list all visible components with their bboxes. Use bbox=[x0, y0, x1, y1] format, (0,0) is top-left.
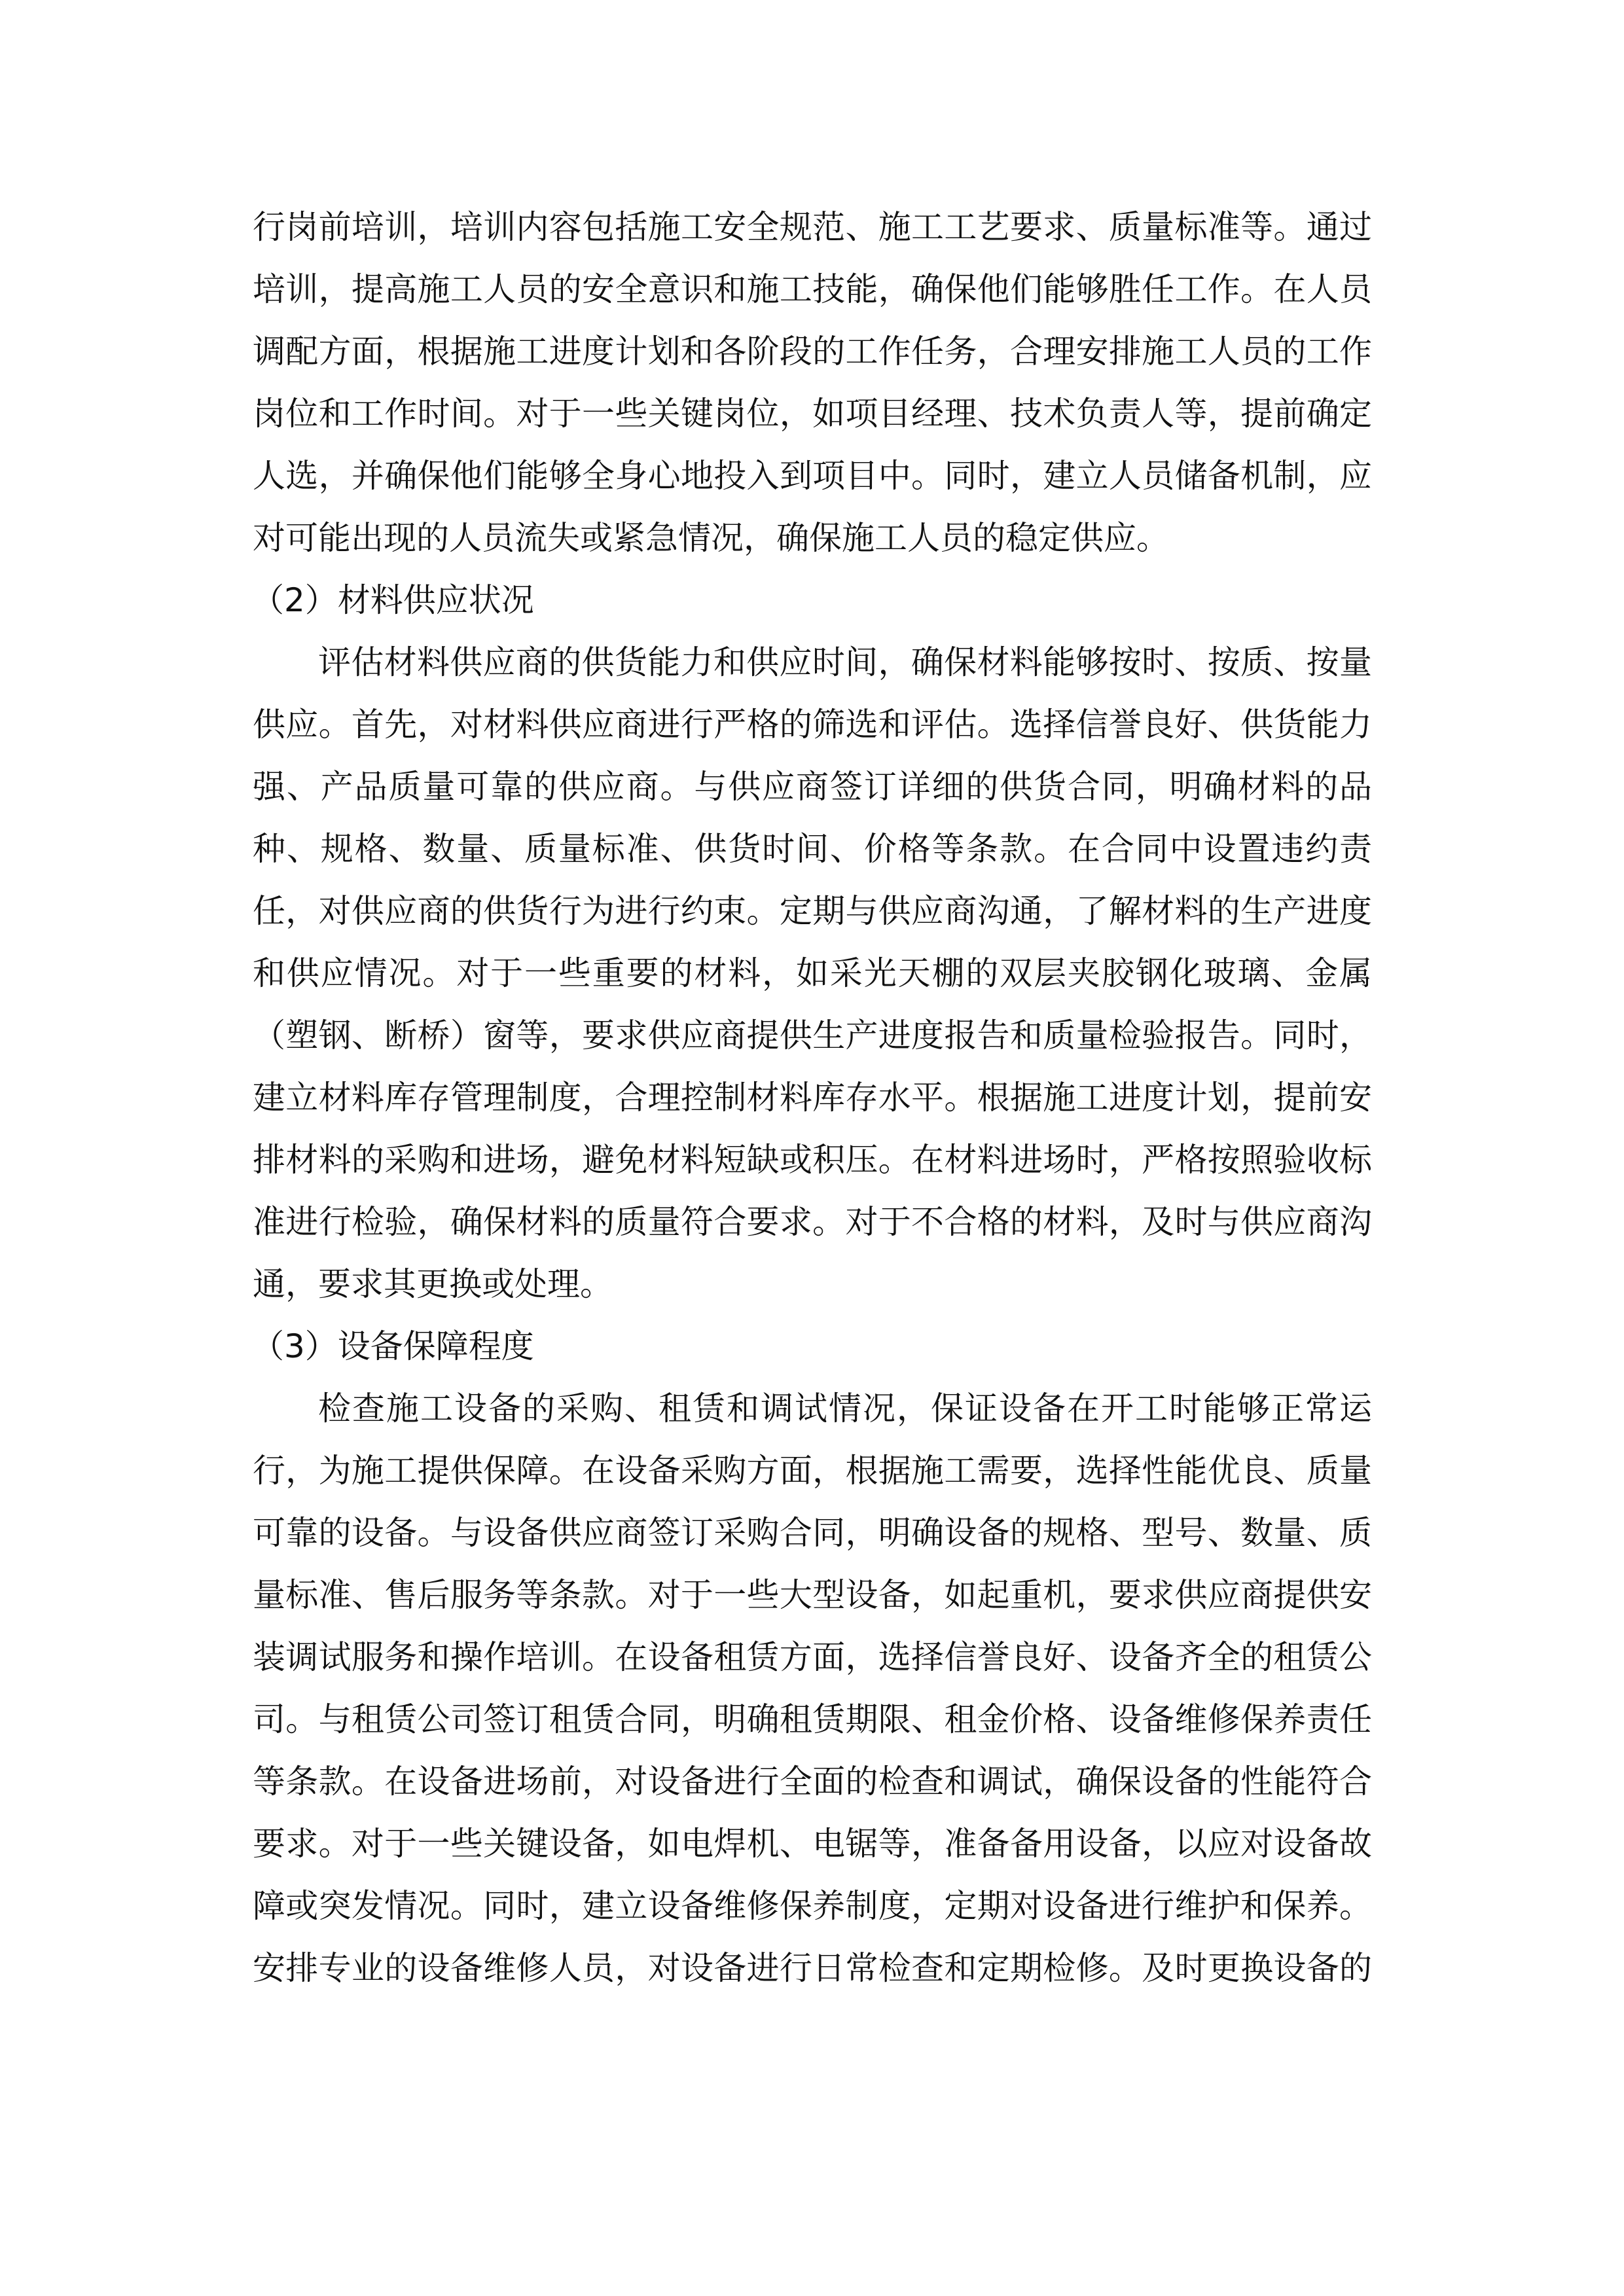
text-line: 装调试服务和操作培训。在设备租赁方面，选择信誉良好、设备齐全的租赁公 bbox=[253, 1638, 1372, 1676]
text-line: 种、规格、数量、质量标准、供货时间、价格等条款。在合同中设置违约责 bbox=[253, 830, 1372, 868]
paragraph-personnel bbox=[253, 196, 1372, 569]
text-line: 岗位和工作时间。对于一些关键岗位，如项目经理、技术负责人等，提前确定 bbox=[253, 395, 1372, 433]
text-line: 供应。首先，对材料供应商进行严格的筛选和评估。选择信誉良好、供货能力 bbox=[253, 706, 1372, 744]
text-line: 障或突发情况。同时，建立设备维修保养制度，定期对设备进行维护和保养。 bbox=[253, 1887, 1372, 1925]
text-line: 司。与租赁公司签订租赁合同，明确租赁期限、租金价格、设备维修保养责任 bbox=[253, 1700, 1372, 1738]
text-line: 任，对供应商的供货行为进行约束。定期与供应商沟通，了解材料的生产进度 bbox=[253, 892, 1372, 930]
document-body bbox=[253, 196, 1372, 2000]
text-line: 对可能出现的人员流失或紧急情况，确保施工人员的稳定供应。 bbox=[253, 519, 1169, 557]
text-line: 行岗前培训，培训内容包括施工安全规范、施工工艺要求、质量标准等。通过 bbox=[253, 208, 1372, 246]
text-line: 和供应情况。对于一些重要的材料，如采光天棚的双层夹胶钢化玻璃、金属 bbox=[253, 954, 1372, 992]
text-line: 培训，提高施工人员的安全意识和施工技能，确保他们能够胜任工作。在人员 bbox=[253, 270, 1372, 308]
text-line: 准进行检验，确保材料的质量符合要求。对于不合格的材料，及时与供应商沟 bbox=[253, 1203, 1372, 1241]
text-line: 强、产品质量可靠的供应商。与供应商签订详细的供货合同，明确材料的品 bbox=[253, 768, 1372, 806]
section-heading-equipment-guarantee: （3）设备保障程度 bbox=[251, 1327, 534, 1365]
text-line: 调配方面，根据施工进度计划和各阶段的工作任务，合理安排施工人员的工作 bbox=[253, 332, 1372, 370]
text-line: 检查施工设备的采购、租赁和调试情况，保证设备在开工时能够正常运 bbox=[318, 1390, 1372, 1427]
text-line: 排材料的采购和进场，避免材料短缺或积压。在材料进场时，严格按照验收标 bbox=[253, 1141, 1372, 1179]
text-line: 行，为施工提供保障。在设备采购方面，根据施工需要，选择性能优良、质量 bbox=[253, 1452, 1372, 1490]
text-line: 通，要求其更换或处理。 bbox=[253, 1265, 613, 1303]
text-line: 量标准、售后服务等条款。对于一些大型设备，如起重机，要求供应商提供安 bbox=[253, 1576, 1372, 1614]
text-line: 可靠的设备。与设备供应商签订采购合同，明确设备的规格、型号、数量、质 bbox=[253, 1514, 1372, 1552]
text-line: 评估材料供应商的供货能力和供应时间，确保材料能够按时、按质、按量 bbox=[318, 643, 1372, 681]
text-line: 建立材料库存管理制度，合理控制材料库存水平。根据施工进度计划，提前安 bbox=[253, 1079, 1372, 1117]
text-line: （塑钢、断桥）窗等，要求供应商提供生产进度报告和质量检验报告。同时， bbox=[253, 1016, 1372, 1054]
paragraph-material-supply bbox=[253, 632, 1372, 1316]
text-line: 要求。对于一些关键设备，如电焊机、电锯等，准备备用设备，以应对设备故 bbox=[253, 1825, 1372, 1863]
text-line: 等条款。在设备进场前，对设备进行全面的检查和调试，确保设备的性能符合 bbox=[253, 1763, 1372, 1801]
text-line: 安排专业的设备维修人员，对设备进行日常检查和定期检修。及时更换设备的 bbox=[253, 1949, 1372, 1987]
text-line: 人选，并确保他们能够全身心地投入到项目中。同时，建立人员储备机制，应 bbox=[253, 457, 1372, 495]
paragraph-equipment-guarantee bbox=[253, 1378, 1372, 2000]
section-heading-material-supply: （2）材料供应状况 bbox=[251, 581, 534, 619]
